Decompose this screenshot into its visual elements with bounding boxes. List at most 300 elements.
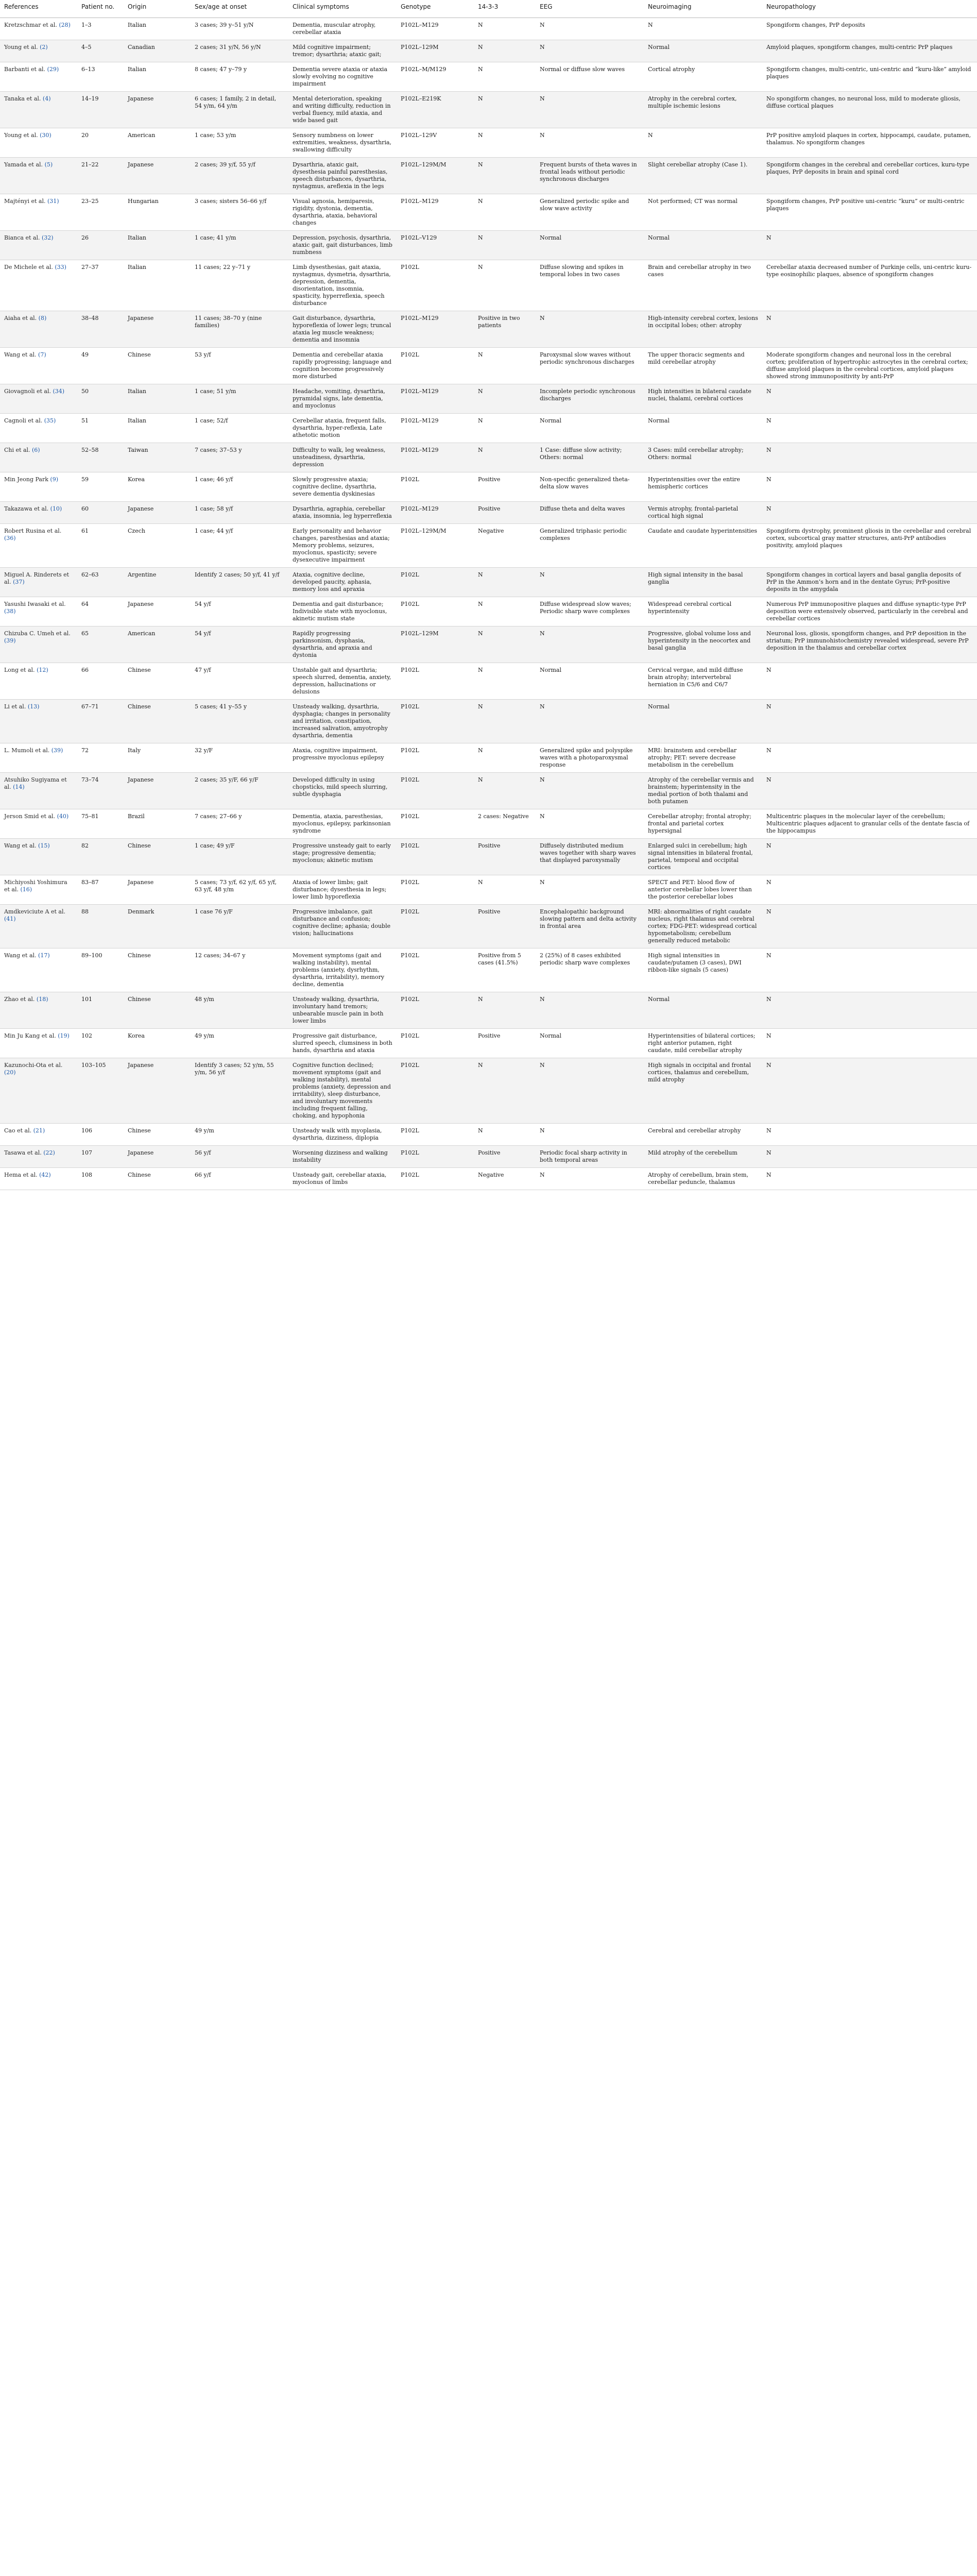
cell-patient-no: 14–19 xyxy=(77,92,124,128)
literature-table-container xyxy=(0,0,977,1190)
cell-reference xyxy=(0,1124,77,1146)
cell-sex-age: 2 cases; 39 y/f, 55 y/f xyxy=(191,158,288,194)
citation-link[interactable]: (15) xyxy=(38,842,50,849)
cell-14-3-3: N xyxy=(474,597,536,626)
reference-authors: Majtényi et al. xyxy=(4,198,46,205)
cell-14-3-3: N xyxy=(474,260,536,311)
cell-genotype: P102L–M129 xyxy=(397,311,474,348)
cell-14-3-3: N xyxy=(474,1058,536,1124)
cell-clinical-symptoms: Unstable gait and dysarthria; speech slurred, dementia, anxiety, depression, hallucinations or delusions xyxy=(288,663,397,700)
cell-genotype: P102L xyxy=(397,1168,474,1190)
cell-sex-age: 5 cases; 41 y–55 y xyxy=(191,700,288,743)
reference-authors: Tasawa et al. xyxy=(4,1149,42,1156)
table-row xyxy=(0,414,977,443)
cell-reference xyxy=(0,992,77,1029)
cell-genotype: P102L xyxy=(397,597,474,626)
cell-clinical-symptoms: Dementia, ataxia, paresthesias, myoclonus, epilepsy, parkinsonian syndrome xyxy=(288,809,397,839)
citation-link[interactable]: (13) xyxy=(27,703,40,710)
cell-neuropathology: Spongiform changes, PrP positive uni-centric “kuru” or multi-centric plaques xyxy=(762,194,977,231)
cell-origin: Denmark xyxy=(124,905,191,948)
cell-reference xyxy=(0,62,77,92)
cell-neuropathology: PrP positive amyloid plaques in cortex, hippocampi, caudate, putamen, thalamus. No spongiform changes xyxy=(762,128,977,158)
cell-eeg: Normal xyxy=(536,414,644,443)
citation-link[interactable]: (41) xyxy=(4,916,16,922)
cell-reference xyxy=(0,1058,77,1124)
citation-link[interactable]: (16) xyxy=(20,886,32,893)
citation-link[interactable]: (30) xyxy=(40,132,52,139)
cell-patient-no: 4–5 xyxy=(77,40,124,62)
cell-eeg: N xyxy=(536,311,644,348)
cell-clinical-symptoms: Rapidly progressing parkinsonism, dysphasia, dysarthria, and apraxia and dystonia xyxy=(288,626,397,663)
cell-14-3-3: N xyxy=(474,663,536,700)
citation-link[interactable]: (18) xyxy=(36,996,48,1003)
cell-14-3-3: Positive xyxy=(474,472,536,502)
cell-neuroimaging: Cerebral and cerebellar atrophy xyxy=(644,1124,762,1146)
table-row xyxy=(0,743,977,773)
citation-link[interactable]: (10) xyxy=(50,505,62,512)
cell-eeg: 2 (25%) of 8 cases exhibited periodic sharp wave complexes xyxy=(536,948,644,992)
cell-sex-age: 7 cases; 27–66 y xyxy=(191,809,288,839)
reference-authors: Cagnoli et al. xyxy=(4,417,43,424)
cell-eeg: N xyxy=(536,40,644,62)
cell-eeg: Normal or diffuse slow waves xyxy=(536,62,644,92)
cell-genotype: P102L xyxy=(397,348,474,384)
cell-clinical-symptoms: Visual agnosia, hemiparesis, rigidity, dystonia, dementia, dysarthria, ataxia, behavioral changes xyxy=(288,194,397,231)
cell-neuroimaging: Brain and cerebellar atrophy in two cases xyxy=(644,260,762,311)
cell-neuroimaging: MRI: abnormalities of right caudate nucleus, right thalamus and cerebral cortex; FDG-PET: widespread cortical hypometabolism; cerebellum generally reduced metabolic xyxy=(644,905,762,948)
cell-neuroimaging: Normal xyxy=(644,992,762,1029)
cell-eeg: N xyxy=(536,700,644,743)
cell-reference xyxy=(0,1146,77,1168)
table-row xyxy=(0,839,977,875)
header-eeg: EEG xyxy=(536,0,644,18)
cell-genotype: P102L–129M/M xyxy=(397,158,474,194)
cell-neuroimaging: Atrophy of the cerebellar vermis and brainstem; hyperintensity in the medial portion of both thalami and both putamen xyxy=(644,773,762,809)
cell-genotype: P102L–M129 xyxy=(397,443,474,472)
cell-eeg: N xyxy=(536,992,644,1029)
cell-eeg: Normal xyxy=(536,1029,644,1058)
cell-clinical-symptoms: Developed difficulty in using chopsticks, mild speech slurring, subtle dysphagia xyxy=(288,773,397,809)
reference-authors: Chi et al. xyxy=(4,447,30,453)
cell-clinical-symptoms: Progressive unsteady gait to early stage; progressive dementia; myoclonus; akinetic mutism xyxy=(288,839,397,875)
table-body xyxy=(0,18,977,1190)
header-genotype: Genotype xyxy=(397,0,474,18)
table-row xyxy=(0,948,977,992)
cell-origin: Italian xyxy=(124,62,191,92)
cell-sex-age: 1 case; 49 y/F xyxy=(191,839,288,875)
cell-14-3-3: N xyxy=(474,18,536,40)
cell-clinical-symptoms: Dysarthria, agraphia, cerebellar ataxia, insomnia, leg hyperreflexia xyxy=(288,502,397,524)
cell-14-3-3: N xyxy=(474,231,536,260)
table-row xyxy=(0,992,977,1029)
cell-eeg: N xyxy=(536,875,644,905)
cell-patient-no: 1–3 xyxy=(77,18,124,40)
cell-genotype: P102L xyxy=(397,1146,474,1168)
cell-patient-no: 50 xyxy=(77,384,124,414)
cell-sex-age: 56 y/f xyxy=(191,1146,288,1168)
cell-reference xyxy=(0,260,77,311)
cell-clinical-symptoms: Headache, vomiting, dysarthria, pyramidal signs, late dementia, and myoclonus xyxy=(288,384,397,414)
cell-genotype: P102L xyxy=(397,1124,474,1146)
citation-link[interactable]: (39) xyxy=(51,747,63,754)
cell-patient-no: 106 xyxy=(77,1124,124,1146)
reference-authors: Jerson Smid et al. xyxy=(4,813,56,820)
table-row xyxy=(0,92,977,128)
cell-patient-no: 66 xyxy=(77,663,124,700)
table-row xyxy=(0,260,977,311)
cell-clinical-symptoms: Slowly progressive ataxia; cognitive decline, dysarthria, severe dementia dyskinesias xyxy=(288,472,397,502)
cell-14-3-3: N xyxy=(474,700,536,743)
cell-neuroimaging: High intensities in bilateral caudate nuclei, thalami, cerebral cortices xyxy=(644,384,762,414)
cell-sex-age: 54 y/f xyxy=(191,626,288,663)
reference-authors: Li et al. xyxy=(4,703,26,710)
citation-link[interactable]: (42) xyxy=(39,1172,51,1178)
cell-sex-age: Identify 2 cases; 50 y/f, 41 y/f xyxy=(191,568,288,597)
citation-link[interactable]: (37) xyxy=(13,579,25,585)
reference-authors: L. Mumoli et al. xyxy=(4,747,50,754)
cell-eeg: N xyxy=(536,773,644,809)
cell-patient-no: 38–48 xyxy=(77,311,124,348)
cell-origin: Italian xyxy=(124,18,191,40)
cell-neuroimaging: Cortical atrophy xyxy=(644,62,762,92)
cell-eeg: N xyxy=(536,568,644,597)
header-row xyxy=(0,0,977,18)
reference-authors: Long et al. xyxy=(4,667,35,673)
cell-patient-no: 27–37 xyxy=(77,260,124,311)
cell-genotype: P102L xyxy=(397,809,474,839)
cell-eeg: Normal xyxy=(536,663,644,700)
cell-origin: Japanese xyxy=(124,311,191,348)
cell-clinical-symptoms: Mental deterioration, speaking and writing difficulty, reduction in verbal fluency, mild ataxia, and wide based gait xyxy=(288,92,397,128)
cell-origin: Japanese xyxy=(124,1146,191,1168)
cell-neuroimaging: Progressive, global volume loss and hyperintensity in the neocortex and basal ganglia xyxy=(644,626,762,663)
table-row xyxy=(0,158,977,194)
header-neuroimaging: Neuroimaging xyxy=(644,0,762,18)
citation-link[interactable]: (9) xyxy=(50,476,59,483)
cell-sex-age: 1 case; 58 y/f xyxy=(191,502,288,524)
table-row xyxy=(0,700,977,743)
cell-reference xyxy=(0,502,77,524)
cell-neuroimaging: Normal xyxy=(644,231,762,260)
header-origin: Origin xyxy=(124,0,191,18)
citation-link[interactable]: (4) xyxy=(42,95,51,102)
cell-patient-no: 52–58 xyxy=(77,443,124,472)
cell-sex-age: 48 y/m xyxy=(191,992,288,1029)
cell-clinical-symptoms: Worsening dizziness and walking instability xyxy=(288,1146,397,1168)
cell-neuropathology: N xyxy=(762,700,977,743)
cell-genotype: P102L–M/M129 xyxy=(397,62,474,92)
cell-14-3-3: Negative xyxy=(474,1168,536,1190)
cell-sex-age: 49 y/m xyxy=(191,1029,288,1058)
cell-patient-no: 89–100 xyxy=(77,948,124,992)
header-sex-age: Sex/age at onset xyxy=(191,0,288,18)
cell-sex-age: 1 case; 44 y/f xyxy=(191,524,288,568)
reference-authors: Amdkeviciute A et al. xyxy=(4,908,65,915)
reference-authors: Takazawa et al. xyxy=(4,505,49,512)
citation-link[interactable]: (38) xyxy=(4,608,16,615)
cell-origin: Chinese xyxy=(124,663,191,700)
cell-origin: Japanese xyxy=(124,1058,191,1124)
cell-genotype: P102L–V129 xyxy=(397,231,474,260)
table-row xyxy=(0,524,977,568)
cell-origin: Chinese xyxy=(124,992,191,1029)
cell-genotype: P102L–M129 xyxy=(397,384,474,414)
reference-authors: Young et al. xyxy=(4,132,38,139)
cell-neuroimaging: 3 Cases: mild cerebellar atrophy; Others: normal xyxy=(644,443,762,472)
cell-eeg: Non-specific generalized theta-delta slow waves xyxy=(536,472,644,502)
cell-reference xyxy=(0,128,77,158)
cell-neuropathology: N xyxy=(762,231,977,260)
cell-sex-age: 8 cases; 47 y–79 y xyxy=(191,62,288,92)
cell-14-3-3: N xyxy=(474,348,536,384)
cell-origin: Chinese xyxy=(124,948,191,992)
cell-14-3-3: N xyxy=(474,992,536,1029)
reference-authors: Wang et al. xyxy=(4,351,37,358)
cell-genotype: P102L xyxy=(397,568,474,597)
cell-reference xyxy=(0,1168,77,1190)
reference-authors: Wang et al. xyxy=(4,842,37,849)
cell-neuroimaging: Widespread cerebral cortical hyperintensity xyxy=(644,597,762,626)
cell-neuroimaging: High-intensity cerebral cortex, lesions in occipital lobes; other: atrophy xyxy=(644,311,762,348)
cell-sex-age: 1 case; 51 y/m xyxy=(191,384,288,414)
cell-patient-no: 49 xyxy=(77,348,124,384)
cell-origin: Korea xyxy=(124,472,191,502)
table-row xyxy=(0,194,977,231)
cell-neuroimaging: N xyxy=(644,128,762,158)
cell-sex-age: 47 y/f xyxy=(191,663,288,700)
cell-reference xyxy=(0,443,77,472)
cell-origin: Japanese xyxy=(124,773,191,809)
cell-origin: Chinese xyxy=(124,839,191,875)
cell-neuropathology: Spongiform changes, PrP deposits xyxy=(762,18,977,40)
cell-genotype: P102L xyxy=(397,992,474,1029)
reference-authors: De Michele et al. xyxy=(4,264,53,270)
cell-eeg: N xyxy=(536,1168,644,1190)
cell-origin: Chinese xyxy=(124,1168,191,1190)
reference-authors: Michiyoshi Yoshimura et al. xyxy=(4,879,67,893)
cell-origin: Chinese xyxy=(124,700,191,743)
table-row xyxy=(0,128,977,158)
cell-clinical-symptoms: Ataxia of lower limbs; gait disturbance; dysesthesia in legs; lower limb hyporeflexia xyxy=(288,875,397,905)
cell-origin: Taiwan xyxy=(124,443,191,472)
cell-patient-no: 101 xyxy=(77,992,124,1029)
cell-reference xyxy=(0,809,77,839)
cell-reference xyxy=(0,18,77,40)
table-row xyxy=(0,1146,977,1168)
cell-clinical-symptoms: Sensory numbness on lower extremities, weakness, dysarthria, swallowing difficulty xyxy=(288,128,397,158)
citation-link[interactable]: (39) xyxy=(4,637,16,644)
cell-sex-age: 66 y/f xyxy=(191,1168,288,1190)
cell-neuropathology: N xyxy=(762,1058,977,1124)
cell-neuroimaging: Hyperintensities over the entire hemispheric cortices xyxy=(644,472,762,502)
citation-link[interactable]: (17) xyxy=(38,952,50,959)
cell-neuroimaging: Cerebellar atrophy; frontal atrophy; frontal and parietal cortex hypersignal xyxy=(644,809,762,839)
table-row xyxy=(0,311,977,348)
cell-clinical-symptoms: Ataxia, cognitive impairment, progressive myoclonus epilepsy xyxy=(288,743,397,773)
cell-neuropathology: N xyxy=(762,773,977,809)
cell-eeg: N xyxy=(536,1058,644,1124)
cell-reference xyxy=(0,384,77,414)
cell-neuropathology: Spongiform dystrophy, prominent gliosis in the cerebellar and cerebral cortex, subcortical gray matter structures, anti-PrP antibodies positivity, amyloid plaques xyxy=(762,524,977,568)
reference-authors: Kretzschmar et al. xyxy=(4,22,57,28)
citation-link[interactable]: (12) xyxy=(37,667,48,673)
cell-sex-age: 1 case 76 y/F xyxy=(191,905,288,948)
cell-genotype: P102L–M129 xyxy=(397,18,474,40)
cell-genotype: P102L–129M xyxy=(397,626,474,663)
cell-genotype: P102L xyxy=(397,472,474,502)
cell-clinical-symptoms: Gait disturbance, dysarthria, hyporeflexia of lower legs; truncal ataxia leg muscle weakness; dementia and insomnia xyxy=(288,311,397,348)
cell-patient-no: 21–22 xyxy=(77,158,124,194)
citation-link[interactable]: (28) xyxy=(59,22,71,28)
table-row xyxy=(0,626,977,663)
cell-14-3-3: N xyxy=(474,92,536,128)
cell-neuropathology: Neuronal loss, gliosis, spongiform changes, and PrP deposition in the striatum; PrP immunohistochemistry revealed widespread, severe PrP deposition in the thalamus and cerebellar cortex xyxy=(762,626,977,663)
cell-eeg: Periodic focal sharp activity in both temporal areas xyxy=(536,1146,644,1168)
cell-origin: Chinese xyxy=(124,348,191,384)
cell-neuropathology: N xyxy=(762,743,977,773)
cell-neuropathology: Numerous PrP immunopositive plaques and diffuse synaptic-type PrP deposition were extensively observed, particularly in the cerebral and cerebellar cortices xyxy=(762,597,977,626)
cell-patient-no: 72 xyxy=(77,743,124,773)
cell-neuroimaging: Not performed; CT was normal xyxy=(644,194,762,231)
citation-link[interactable]: (19) xyxy=(58,1032,70,1039)
cell-sex-age: 1 case; 52/f xyxy=(191,414,288,443)
cell-patient-no: 59 xyxy=(77,472,124,502)
cell-origin: Italian xyxy=(124,384,191,414)
citation-link[interactable]: (32) xyxy=(41,234,54,241)
cell-genotype: P102L–E219K xyxy=(397,92,474,128)
cell-reference xyxy=(0,92,77,128)
cell-sex-age: 11 cases; 38–70 y (nine families) xyxy=(191,311,288,348)
cell-neuroimaging: Normal xyxy=(644,40,762,62)
cell-sex-age: 12 cases; 34–67 y xyxy=(191,948,288,992)
cell-clinical-symptoms: Progressive gait disturbance, slurred speech, clumsiness in both hands, dysarthria and ataxia xyxy=(288,1029,397,1058)
cell-patient-no: 88 xyxy=(77,905,124,948)
citation-link[interactable]: (36) xyxy=(4,535,16,541)
citation-link[interactable]: (40) xyxy=(57,813,69,820)
cell-14-3-3: N xyxy=(474,128,536,158)
cell-origin: Argentine xyxy=(124,568,191,597)
reference-authors: Atsuhiko Sugiyama et al. xyxy=(4,776,67,790)
reference-authors: Robert Rusina et al. xyxy=(4,528,62,534)
citation-link[interactable]: (29) xyxy=(47,66,59,73)
cell-14-3-3: N xyxy=(474,414,536,443)
cell-14-3-3: 2 cases: Negative xyxy=(474,809,536,839)
cell-clinical-symptoms: Unsteady walk with myoplasia, dysarthria, dizziness, diplopia xyxy=(288,1124,397,1146)
cell-neuroimaging: Mild atrophy of the cerebellum xyxy=(644,1146,762,1168)
cell-eeg: Generalized periodic spike and slow wave activity xyxy=(536,194,644,231)
cell-neuropathology: N xyxy=(762,992,977,1029)
cell-reference xyxy=(0,1029,77,1058)
cell-sex-age: 1 case; 53 y/m xyxy=(191,128,288,158)
citation-link[interactable]: (21) xyxy=(33,1127,45,1134)
cell-origin: Japanese xyxy=(124,158,191,194)
cell-genotype: P102L–M129 xyxy=(397,502,474,524)
header-clinical-symptoms: Clinical symptoms xyxy=(288,0,397,18)
header-patient-no: Patient no. xyxy=(77,0,124,18)
cell-reference xyxy=(0,472,77,502)
citation-link[interactable]: (34) xyxy=(53,388,65,395)
cell-neuroimaging: Atrophy in the cerebral cortex, multiple ischemic lesions xyxy=(644,92,762,128)
cell-neuroimaging: Enlarged sulci in cerebellum; high signal intensities in bilateral frontal, parietal, temporal and occipital cortices xyxy=(644,839,762,875)
cell-reference xyxy=(0,948,77,992)
cell-patient-no: 83–87 xyxy=(77,875,124,905)
cell-patient-no: 73–74 xyxy=(77,773,124,809)
citation-link[interactable]: (35) xyxy=(44,417,56,424)
cell-neuroimaging: The upper thoracic segments and mild cerebellar atrophy xyxy=(644,348,762,384)
cell-14-3-3: N xyxy=(474,40,536,62)
citation-link[interactable]: (2) xyxy=(40,44,48,50)
cell-14-3-3: N xyxy=(474,443,536,472)
cell-patient-no: 107 xyxy=(77,1146,124,1168)
cell-neuropathology: N xyxy=(762,414,977,443)
citation-link[interactable]: (14) xyxy=(13,784,25,790)
cell-clinical-symptoms: Progressive imbalance, gait disturbance and confusion; cognitive decline; aphasia; double vision; hallucinations xyxy=(288,905,397,948)
cell-neuropathology: N xyxy=(762,1168,977,1190)
table-row xyxy=(0,231,977,260)
citation-link[interactable]: (33) xyxy=(55,264,66,270)
cell-eeg: N xyxy=(536,809,644,839)
cell-eeg: Diffuse theta and delta waves xyxy=(536,502,644,524)
citation-link[interactable]: (22) xyxy=(43,1149,55,1156)
cell-origin: Chinese xyxy=(124,1124,191,1146)
cell-eeg: Normal xyxy=(536,231,644,260)
cell-sex-age: 1 case; 46 y/f xyxy=(191,472,288,502)
cell-neuroimaging: Caudate and caudate hyperintensities xyxy=(644,524,762,568)
cell-neuroimaging: High signals in occipital and frontal cortices, thalamus and cerebellum, mild atrophy xyxy=(644,1058,762,1124)
cell-eeg: N xyxy=(536,128,644,158)
cell-genotype: P102L xyxy=(397,743,474,773)
cell-reference xyxy=(0,414,77,443)
cell-neuropathology: N xyxy=(762,905,977,948)
cell-reference xyxy=(0,743,77,773)
cell-reference xyxy=(0,231,77,260)
cell-sex-age: 32 y/F xyxy=(191,743,288,773)
cell-patient-no: 102 xyxy=(77,1029,124,1058)
citation-link[interactable]: (31) xyxy=(47,198,59,205)
cell-sex-age: 49 y/m xyxy=(191,1124,288,1146)
cell-eeg: N xyxy=(536,626,644,663)
table-row xyxy=(0,40,977,62)
cell-neuropathology: Moderate spongiform changes and neuronal loss in the cerebral cortex; proliferation of hypertrophic astrocytes in the cerebral cortex; diffuse amyloid plaques in the cerebral cortices, amyloid plaques showed strong immunopositivity by anti-PrP xyxy=(762,348,977,384)
table-row xyxy=(0,348,977,384)
citation-link[interactable]: (20) xyxy=(4,1069,16,1076)
table-row xyxy=(0,18,977,40)
citation-link[interactable]: (8) xyxy=(38,315,47,321)
cell-origin: Brazil xyxy=(124,809,191,839)
cell-sex-age: 1 case; 41 y/m xyxy=(191,231,288,260)
cell-eeg: Encephalopathic background slowing pattern and delta activity in frontal area xyxy=(536,905,644,948)
cell-origin: Korea xyxy=(124,1029,191,1058)
cell-neuropathology: Spongiform changes in cortical layers and basal ganglia deposits of PrP in the Ammon’s horn and in the dentate Gyrus; PrP-positive deposits in the amygdala xyxy=(762,568,977,597)
cell-patient-no: 20 xyxy=(77,128,124,158)
cell-14-3-3: Positive xyxy=(474,1146,536,1168)
cell-14-3-3: Positive xyxy=(474,502,536,524)
cell-clinical-symptoms: Difficulty to walk, leg weakness, unsteadiness, dysarthria, depression xyxy=(288,443,397,472)
citation-link[interactable]: (6) xyxy=(32,447,40,453)
cell-clinical-symptoms: Dementia and gait disturbance; Indivisible state with myoclonus, akinetic mutism state xyxy=(288,597,397,626)
citation-link[interactable]: (5) xyxy=(44,161,53,168)
reference-authors: Giovagnoli et al. xyxy=(4,388,51,395)
cell-genotype: P102L xyxy=(397,875,474,905)
cell-sex-age: 3 cases; sisters 56–66 y/f xyxy=(191,194,288,231)
cell-eeg: Generalized triphasic periodic complexes xyxy=(536,524,644,568)
citation-link[interactable]: (7) xyxy=(38,351,46,358)
cell-patient-no: 103–105 xyxy=(77,1058,124,1124)
cell-clinical-symptoms: Ataxia, cognitive decline, developed paucity, aphasia, memory loss and apraxia xyxy=(288,568,397,597)
table-row xyxy=(0,597,977,626)
cell-sex-age: 2 cases; 35 y/F, 66 y/F xyxy=(191,773,288,809)
cell-sex-age: 5 cases; 73 y/f, 62 y/f, 65 y/f, 63 y/f, 48 y/m xyxy=(191,875,288,905)
